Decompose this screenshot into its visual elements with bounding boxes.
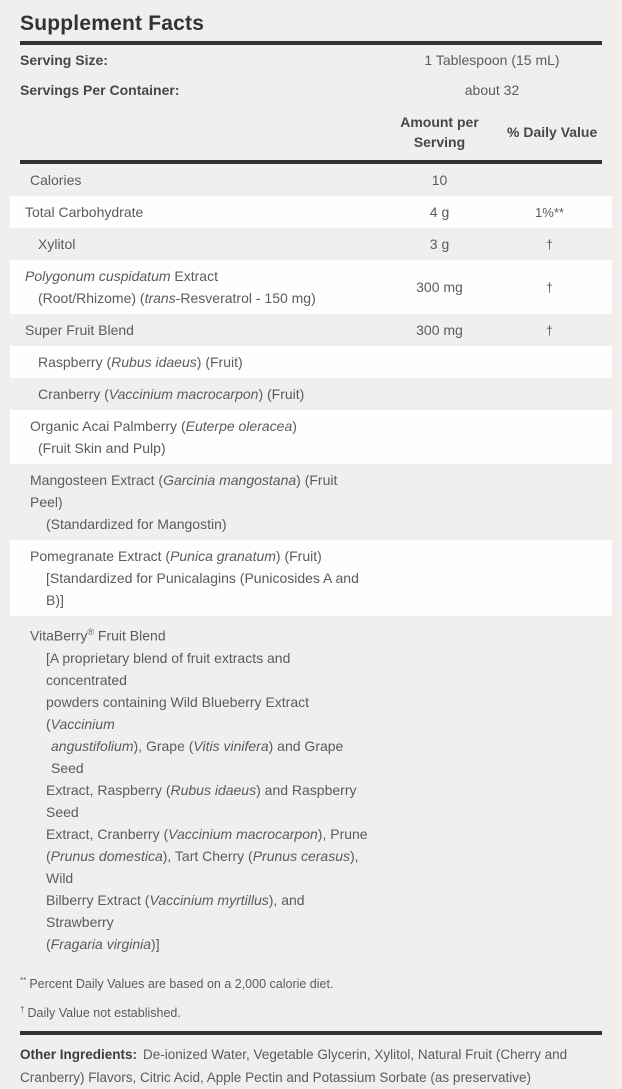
ingredient-name bbox=[10, 383, 372, 405]
servings-per-container-value: about 32 bbox=[464, 82, 520, 98]
ingredient-line: angustifolium), Grape (Vitis vinifera) and Grape Seed bbox=[51, 737, 344, 776]
ingredient-line: Calories bbox=[30, 172, 82, 188]
table-row bbox=[10, 228, 612, 260]
ingredient-line: Pomegranate Extract (Punica granatum) (Fruit) bbox=[30, 548, 322, 564]
ingredient-line: Super Fruit Blend bbox=[25, 322, 134, 338]
table-row bbox=[10, 196, 612, 228]
ingredient-name bbox=[10, 201, 372, 223]
nutrient-table bbox=[10, 164, 612, 960]
ingredient-line: Extract, Cranberry (Vaccinium macrocarpon), Prune bbox=[46, 825, 368, 842]
other-ingredients-text: De-ionized Water, Vegetable Glycerin, Xylitol, Natural Fruit (Cherry and Cranberry) Flavors, Citric Acid, Apple Pectin and Potassium Sorbate (as preservative) bbox=[20, 1046, 568, 1085]
ingredient-name bbox=[10, 169, 372, 191]
column-headers bbox=[10, 109, 612, 155]
amount-per-serving-value: 10 bbox=[431, 172, 448, 188]
ingredient-line: Total Carbohydrate bbox=[25, 204, 144, 220]
amount-per-serving-header: Amount per Serving bbox=[400, 113, 479, 150]
ingredient-line: (Standardized for Mangostin) bbox=[46, 516, 227, 532]
ingredient-name bbox=[10, 265, 372, 309]
ingredient-name bbox=[10, 545, 372, 611]
serving-size-label: Serving Size: bbox=[20, 52, 108, 68]
table-row bbox=[10, 410, 612, 464]
amount-per-serving-value: 300 mg bbox=[416, 279, 463, 295]
table-row bbox=[10, 616, 612, 960]
ingredient-line: (Root/Rhizome) (trans-Resveratrol - 150 mg) bbox=[38, 290, 316, 306]
daily-value: † bbox=[545, 322, 554, 338]
ingredient-name bbox=[10, 233, 372, 255]
ingredient-name bbox=[10, 351, 372, 373]
footnotes bbox=[20, 968, 602, 1026]
ingredient-line: Polygonum cuspidatum Extract bbox=[25, 268, 218, 284]
table-row bbox=[10, 346, 612, 378]
panel-title: Supplement Facts bbox=[20, 12, 205, 35]
serving-size-value: 1 Tablespoon (15 mL) bbox=[424, 52, 560, 68]
daily-value-footnote: ** Percent Daily Values are based on a 2,000 calorie diet. bbox=[20, 975, 334, 991]
table-row bbox=[10, 540, 612, 616]
ingredient-name bbox=[10, 469, 372, 535]
ingredient-line: (Fruit Skin and Pulp) bbox=[38, 440, 166, 456]
ingredient-line: powders containing Wild Blueberry Extract (Vaccinium bbox=[46, 693, 310, 732]
dagger-footnote: † Daily Value not established. bbox=[20, 1004, 181, 1020]
amount-per-serving-value: 4 g bbox=[429, 204, 450, 220]
other-ingredients bbox=[20, 1043, 602, 1089]
ingredient-line: Mangosteen Extract (Garcinia mangostana) (Fruit Peel) bbox=[30, 472, 338, 510]
ingredient-line: Organic Acai Palmberry (Euterpe oleracea) bbox=[30, 418, 297, 434]
ingredient-name bbox=[10, 621, 372, 955]
double-asterisk-marker: ** bbox=[20, 975, 27, 985]
table-row bbox=[10, 164, 612, 196]
ingredient-name bbox=[10, 415, 372, 459]
table-row bbox=[10, 260, 612, 314]
table-row bbox=[10, 378, 612, 410]
other-ingredients-label: Other Ingredients: bbox=[20, 1046, 138, 1062]
ingredient-name bbox=[10, 319, 372, 341]
daily-value: † bbox=[545, 236, 554, 252]
ingredient-line: [A proprietary blend of fruit extracts and concentrated bbox=[46, 649, 291, 688]
daily-value-header: % Daily Value bbox=[507, 124, 598, 140]
ingredient-line: Cranberry (Vaccinium macrocarpon) (Fruit) bbox=[38, 386, 305, 402]
amount-per-serving-value: 300 mg bbox=[416, 322, 463, 338]
ingredient-line: Raspberry (Rubus idaeus) (Fruit) bbox=[38, 354, 243, 370]
amount-per-serving-value: 3 g bbox=[429, 236, 450, 252]
servings-per-container-label: Servings Per Container: bbox=[20, 82, 180, 98]
ingredient-line: VitaBerry® Fruit Blend bbox=[30, 627, 166, 644]
divider-thick-bottom bbox=[20, 1031, 602, 1035]
ingredient-line: Xylitol bbox=[38, 236, 76, 252]
table-row bbox=[10, 314, 612, 346]
daily-value: † bbox=[545, 279, 554, 295]
ingredient-line: (Prunus domestica), Tart Cherry (Prunus cerasus), Wild bbox=[46, 847, 359, 886]
ingredient-line: Extract, Raspberry (Rubus idaeus) and Raspberry Seed bbox=[46, 781, 357, 820]
ingredient-line: Bilberry Extract (Vaccinium myrtillus), and Strawberry bbox=[46, 891, 305, 930]
daily-value: 1%** bbox=[535, 204, 564, 220]
ingredient-line: (Fragaria virginia)] bbox=[46, 935, 160, 952]
table-row bbox=[10, 464, 612, 540]
servings-per-container-row bbox=[10, 75, 612, 105]
ingredient-line: [Standardized for Punicalagins (Punicosides A and B)] bbox=[46, 570, 359, 608]
serving-size-row bbox=[10, 45, 612, 75]
dagger-marker: † bbox=[20, 1004, 25, 1014]
